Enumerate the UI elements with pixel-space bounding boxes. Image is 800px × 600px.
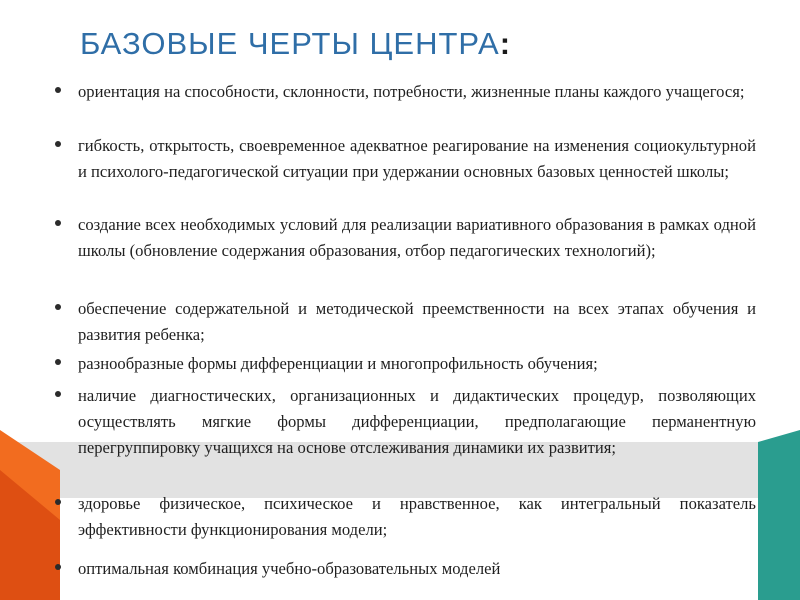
bullet-dot-icon [55,564,61,570]
bullet-dot-icon [55,391,61,397]
bullet-text: наличие диагностических, организационных и дидактических процедур, позволяющих осуществлять мягкие формы дифференциации, предполагающие перманентную перегруппировку учащихся на основе отслеживания динамики их развития; [78,386,756,457]
bullet-dot-icon [55,141,61,147]
bullet-text: разнообразные формы дифференциации и многопрофильность обучения; [78,354,598,373]
bullet-text: создание всех необходимых условий для реализации вариативного образования в рамках одной школы (обновление содержания образования, отбор педагогических технологий); [78,215,756,260]
bullet-dot-icon [55,220,61,226]
bullet-text: ориентация на способности, склонности, потребности, жизненные планы каждого учащегося; [78,82,745,101]
slide-title-colon: : [499,26,512,61]
bullet-dot-icon [55,359,61,365]
bullet-text: оптимальная комбинация учебно-образовательных моделей [78,559,501,578]
bullet-dot-icon [55,304,61,310]
bullet-text: гибкость, открытость, своевременное адекватное реагирование на изменения социокультурной и психолого-педагогической ситуации при удержании основных базовых ценностей школы; [78,136,756,181]
bullet-text: обеспечение содержательной и методической преемственности на всех этапах обучения и развития ребенка; [78,299,756,344]
bullet-text: здоровье физическое, психическое и нравственное, как интегральный показатель эффективности функционирования модели; [78,494,756,539]
slide-title-text: БАЗОВЫЕ ЧЕРТЫ ЦЕНТРА [80,26,500,61]
bullet-dot-icon [55,499,61,505]
bullet-dot-icon [55,87,61,93]
